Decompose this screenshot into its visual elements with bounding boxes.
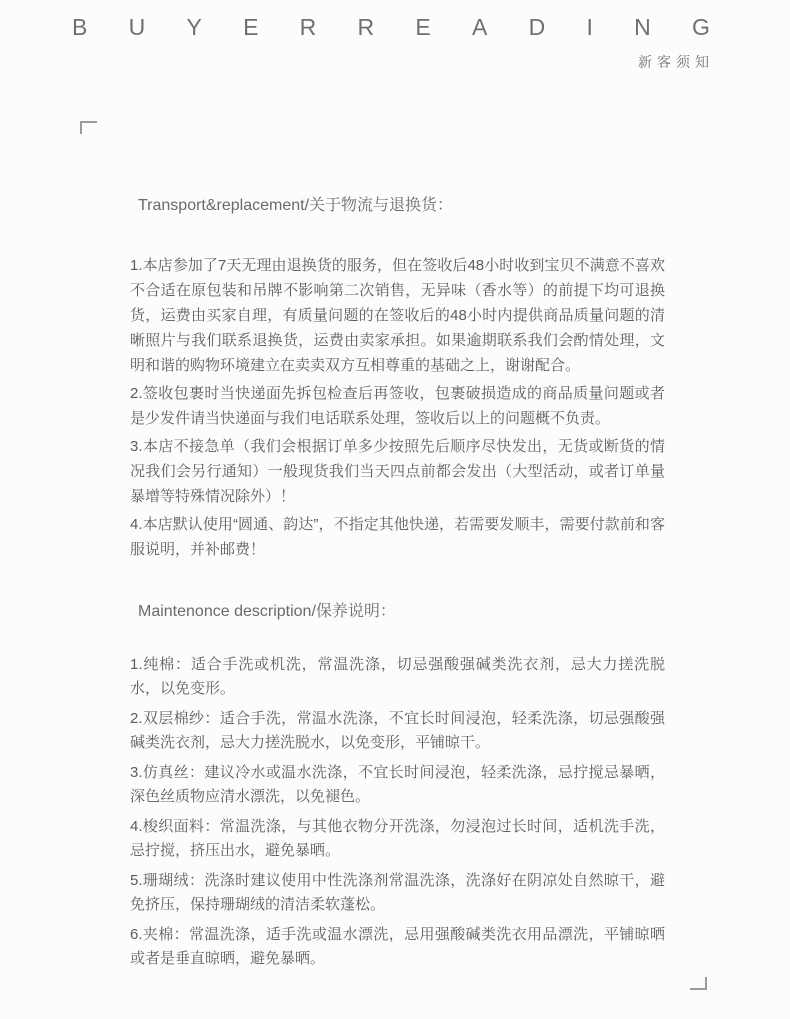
page-title — [72, 14, 710, 41]
care-item-woven-fabric: 4.梭织面料：常温洗涤，与其他衣物分开洗涤，勿浸泡过长时间，适机洗手洗，忌拧搅，挤压出水，避免暴晒。 — [130, 818, 665, 859]
care-item-coral-fleece: 5.珊瑚绒：洗涤时建议使用中性洗涤剂常温洗涤，洗涤好在阴凉处自然晾干，避免挤压，保持珊瑚绒的清洁柔软蓬松。 — [130, 872, 665, 913]
corner-bracket-bottom-right — [690, 977, 707, 990]
care-item-cotton: 1.纯棉：适合手洗或机洗，常温洗涤，切忌强酸强碱类洗衣剂，忌大力搓洗脱水，以免变形。 — [130, 656, 665, 697]
care-item-faux-silk: 3.仿真丝：建议冷水或温水洗涤，不宜长时间浸泡，轻柔洗涤，忌拧搅忌暴晒，深色丝质物应清水漂洗，以免褪色。 — [130, 764, 665, 805]
transport-policy-paragraph-2: 2.签收包裹时当快递面先拆包检查后再签收，包裹破损造成的商品质量问题或者是少发件请当快递面与我们电话联系处理，签收后以上的问题概不负责。 — [130, 385, 665, 427]
title-letter: N — [634, 14, 651, 40]
section-title-transport-replacement: Transport&replacement/关于物流与退换货： — [138, 197, 454, 214]
title-letter: G — [691, 14, 710, 40]
title-letter: Y — [186, 14, 202, 40]
transport-policy-paragraph-4: 4.本店默认使用“圆通、韵达”，不指定其他快递，若需要发顺丰，需要付款前和客服说明，并补邮费！ — [130, 516, 665, 558]
title-letter: R — [357, 14, 375, 40]
title-letter: I — [586, 14, 593, 40]
title-letter: A — [472, 14, 488, 40]
title-letter: U — [128, 14, 146, 40]
page-subtitle: 新客须知 — [638, 54, 714, 70]
care-item-double-gauze: 2.双层棉纱：适合手洗，常温水洗涤，不宜长时间浸泡，轻柔洗涤，切忌强酸强碱类洗衣剂，忌大力搓洗脱水，以免变形，平铺晾干。 — [130, 710, 665, 751]
transport-policy-paragraph-3: 3.本店不接急单（我们会根据订单多少按照先后顺序尽快发出，无货或断货的情况我们会另行通知）一般现货我们当天四点前都会发出（大型活动，或者订单量暴增等特殊情况除外）！ — [130, 438, 665, 505]
notice-content — [130, 192, 665, 977]
corner-bracket-top-left — [80, 121, 97, 134]
title-letter: D — [528, 14, 546, 40]
title-letter: B — [72, 14, 88, 40]
title-letter: E — [243, 14, 259, 40]
care-item-padded-cotton: 6.夹棉：常温洗涤，适手洗或温水漂洗，忌用强酸碱类洗衣用品漂洗，平铺晾晒或者是垂直晾晒，避免暴晒。 — [130, 926, 665, 967]
section-title-maintenance-description: Maintenonce description/保养说明： — [138, 603, 396, 620]
transport-policy-paragraph-1: 1.本店参加了7天无理由退换货的服务，但在签收后48小时收到宝贝不满意不喜欢不合适在原包装和吊牌不影响第二次销售，无异味（香水等）的前提下均可退换货，运费由买家自理，有质量问题的在签收后的48小时内提供商品质量问题的清晰照片与我们联系退换货，运费由卖家承担。如果逾期联系我们会酌情处理，文明和谐的购物环境建立在卖卖双方互相尊重的基础之上，谢谢配合。 — [130, 257, 665, 374]
title-letter: R — [299, 14, 317, 40]
title-letter: E — [415, 14, 431, 40]
